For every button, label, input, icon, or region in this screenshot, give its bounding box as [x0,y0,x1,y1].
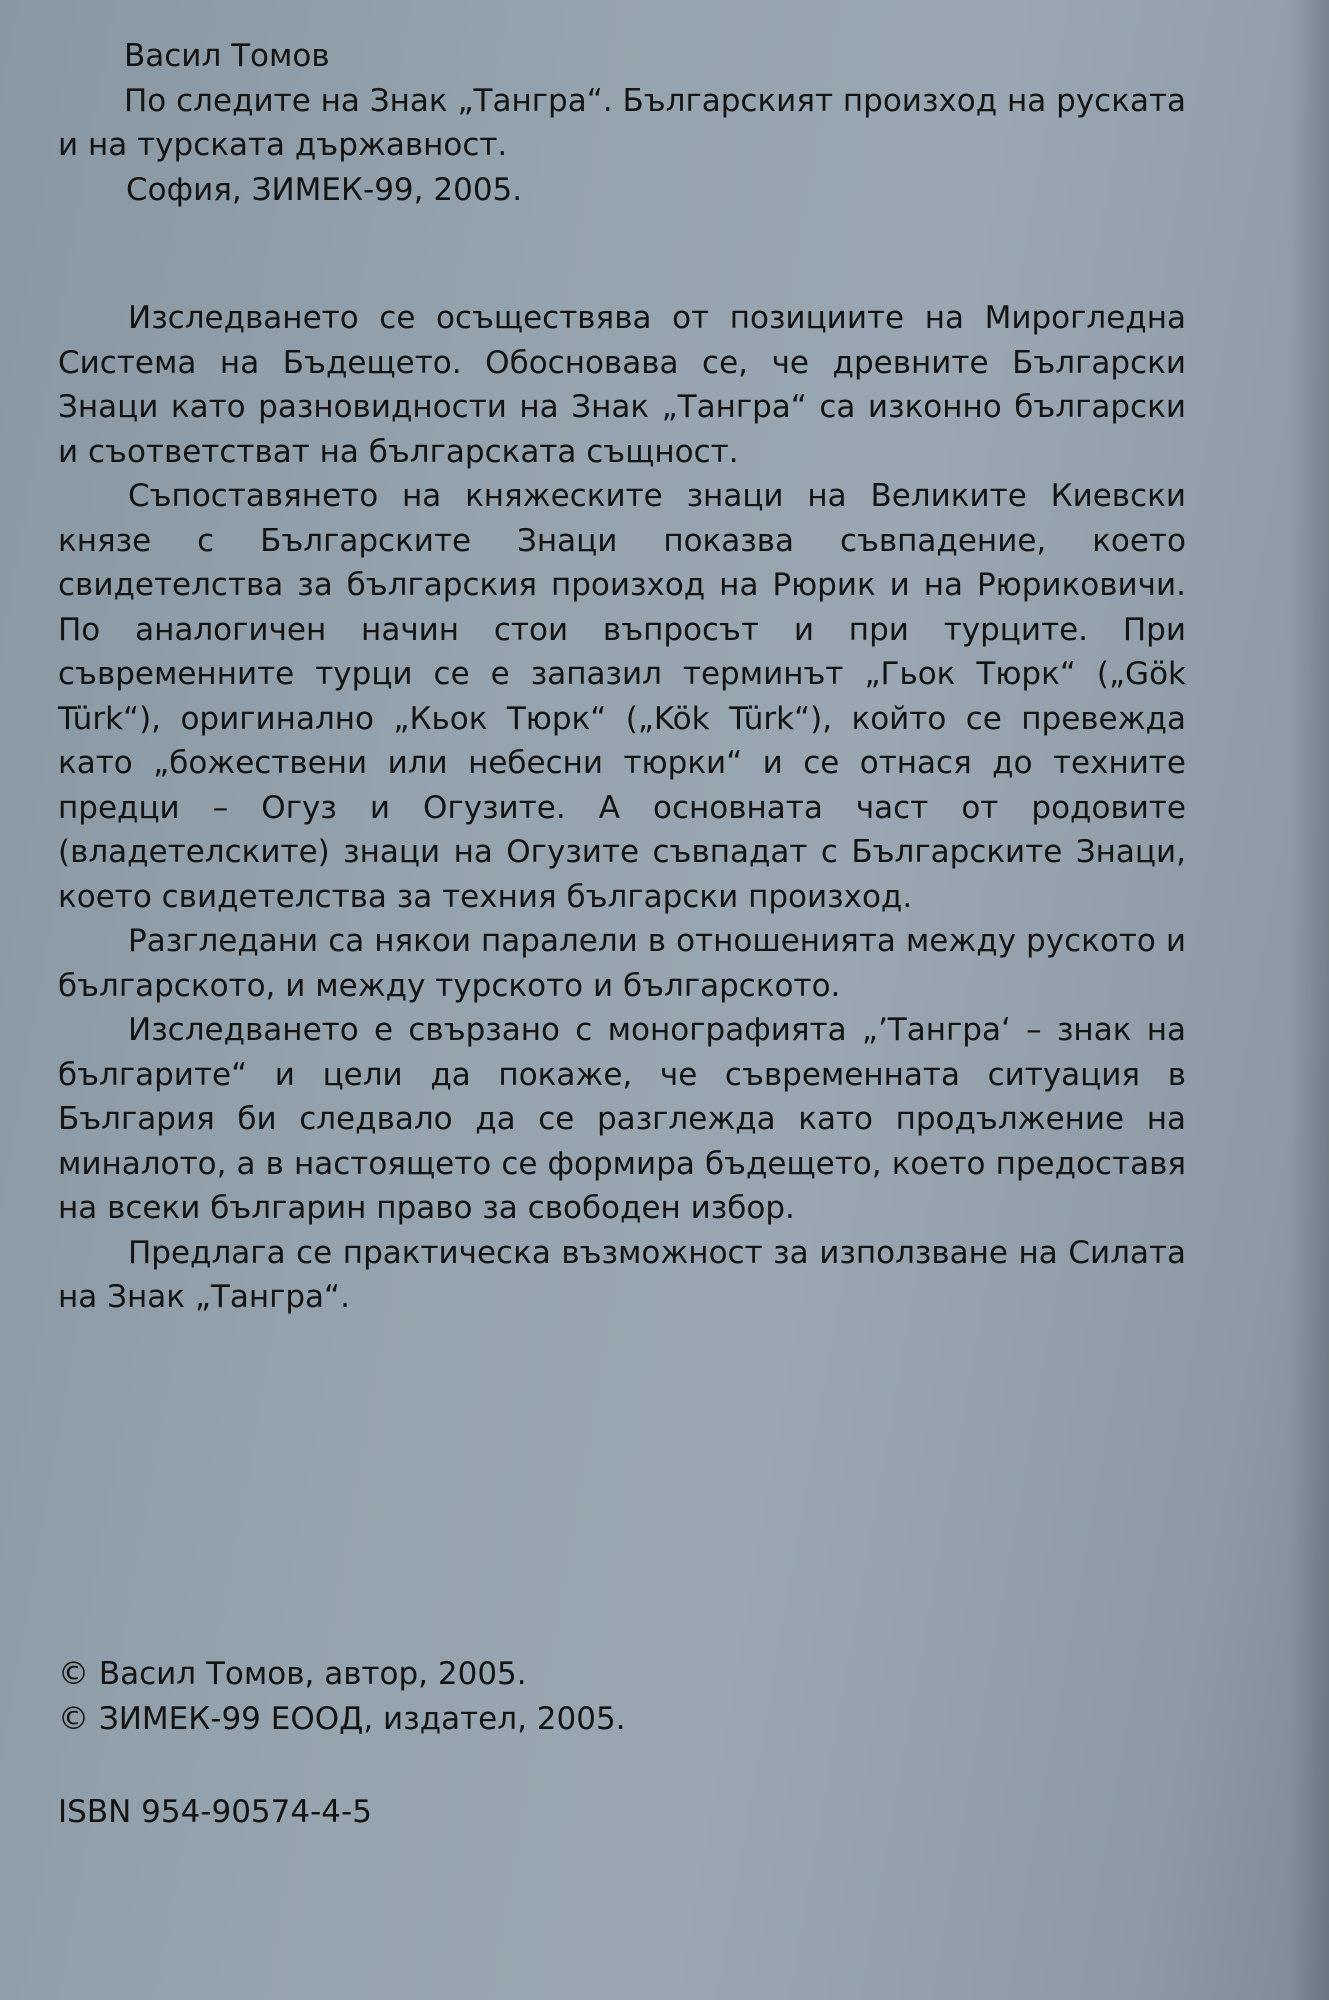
annotation-body [58,296,1186,1320]
copyright-block [58,1652,1186,1741]
paragraph: Изследването се осъществява от позициите на Мирогледна Система на Бъдещето. Обосновава се, че древните Български Знаци като разновидности на Знак „Тангра“ са изконно български и съответстват на българската същност. [58,300,1186,470]
author-name: Васил Томов [124,38,330,74]
paragraph: Разгледани са някои паралели в отношенията между руското и българското, и между турското и българското. [58,923,1186,1004]
copyright-publisher: © ЗИМЕК-99 ЕООД, издател, 2005. [58,1700,626,1737]
paragraph: Съпоставянето на княжеските знаци на Великите Киевски князе с Българските Знаци показва съвпадение, което свидетелства за българския произход на Рюрик и на Рюриковичи. По аналогичен начин стои въпросът и при турците. При съвременните турци се е запазил терминът „Гьок Тюрк“ („Gök Türk“), оригинално „Кьок Тюрк“ („Kök Türk“), който се превежда като „божествени или небесни тюрки“ и се отнася до техните предци – Огуз и Огузите. А основната част от родовите (владетелските) знаци на Огузите съвпадат с Българските Знаци, което свидетелства за техния български произход. [58,478,1186,915]
isbn-block [58,1790,1186,1835]
copyright-author: © Васил Томов, автор, 2005. [58,1656,527,1692]
imprint: София, ЗИМЕК-99, 2005. [126,171,523,208]
book-title: По следите на Знак „Тангра“. Българският произход на руската и на турската държавност. [58,82,1186,163]
paragraph: Предлага се практическа възможност за използване на Силата на Знак „Тангра“. [58,1234,1186,1315]
paragraph: Изследването е свързано с монографията „’Тангра‘ – знак на българите“ и цели да покаже, че съвременната ситуация в България би следвало да се разглежда като продължение на миналото, а в настоящето се формира бъдещето, което предоставя на всеки българин право за свободен избор. [58,1012,1186,1226]
isbn: ISBN 954-90574-4-5 [58,1794,372,1830]
bibliographic-header [58,34,1186,212]
spine-shadow [1289,0,1329,2000]
